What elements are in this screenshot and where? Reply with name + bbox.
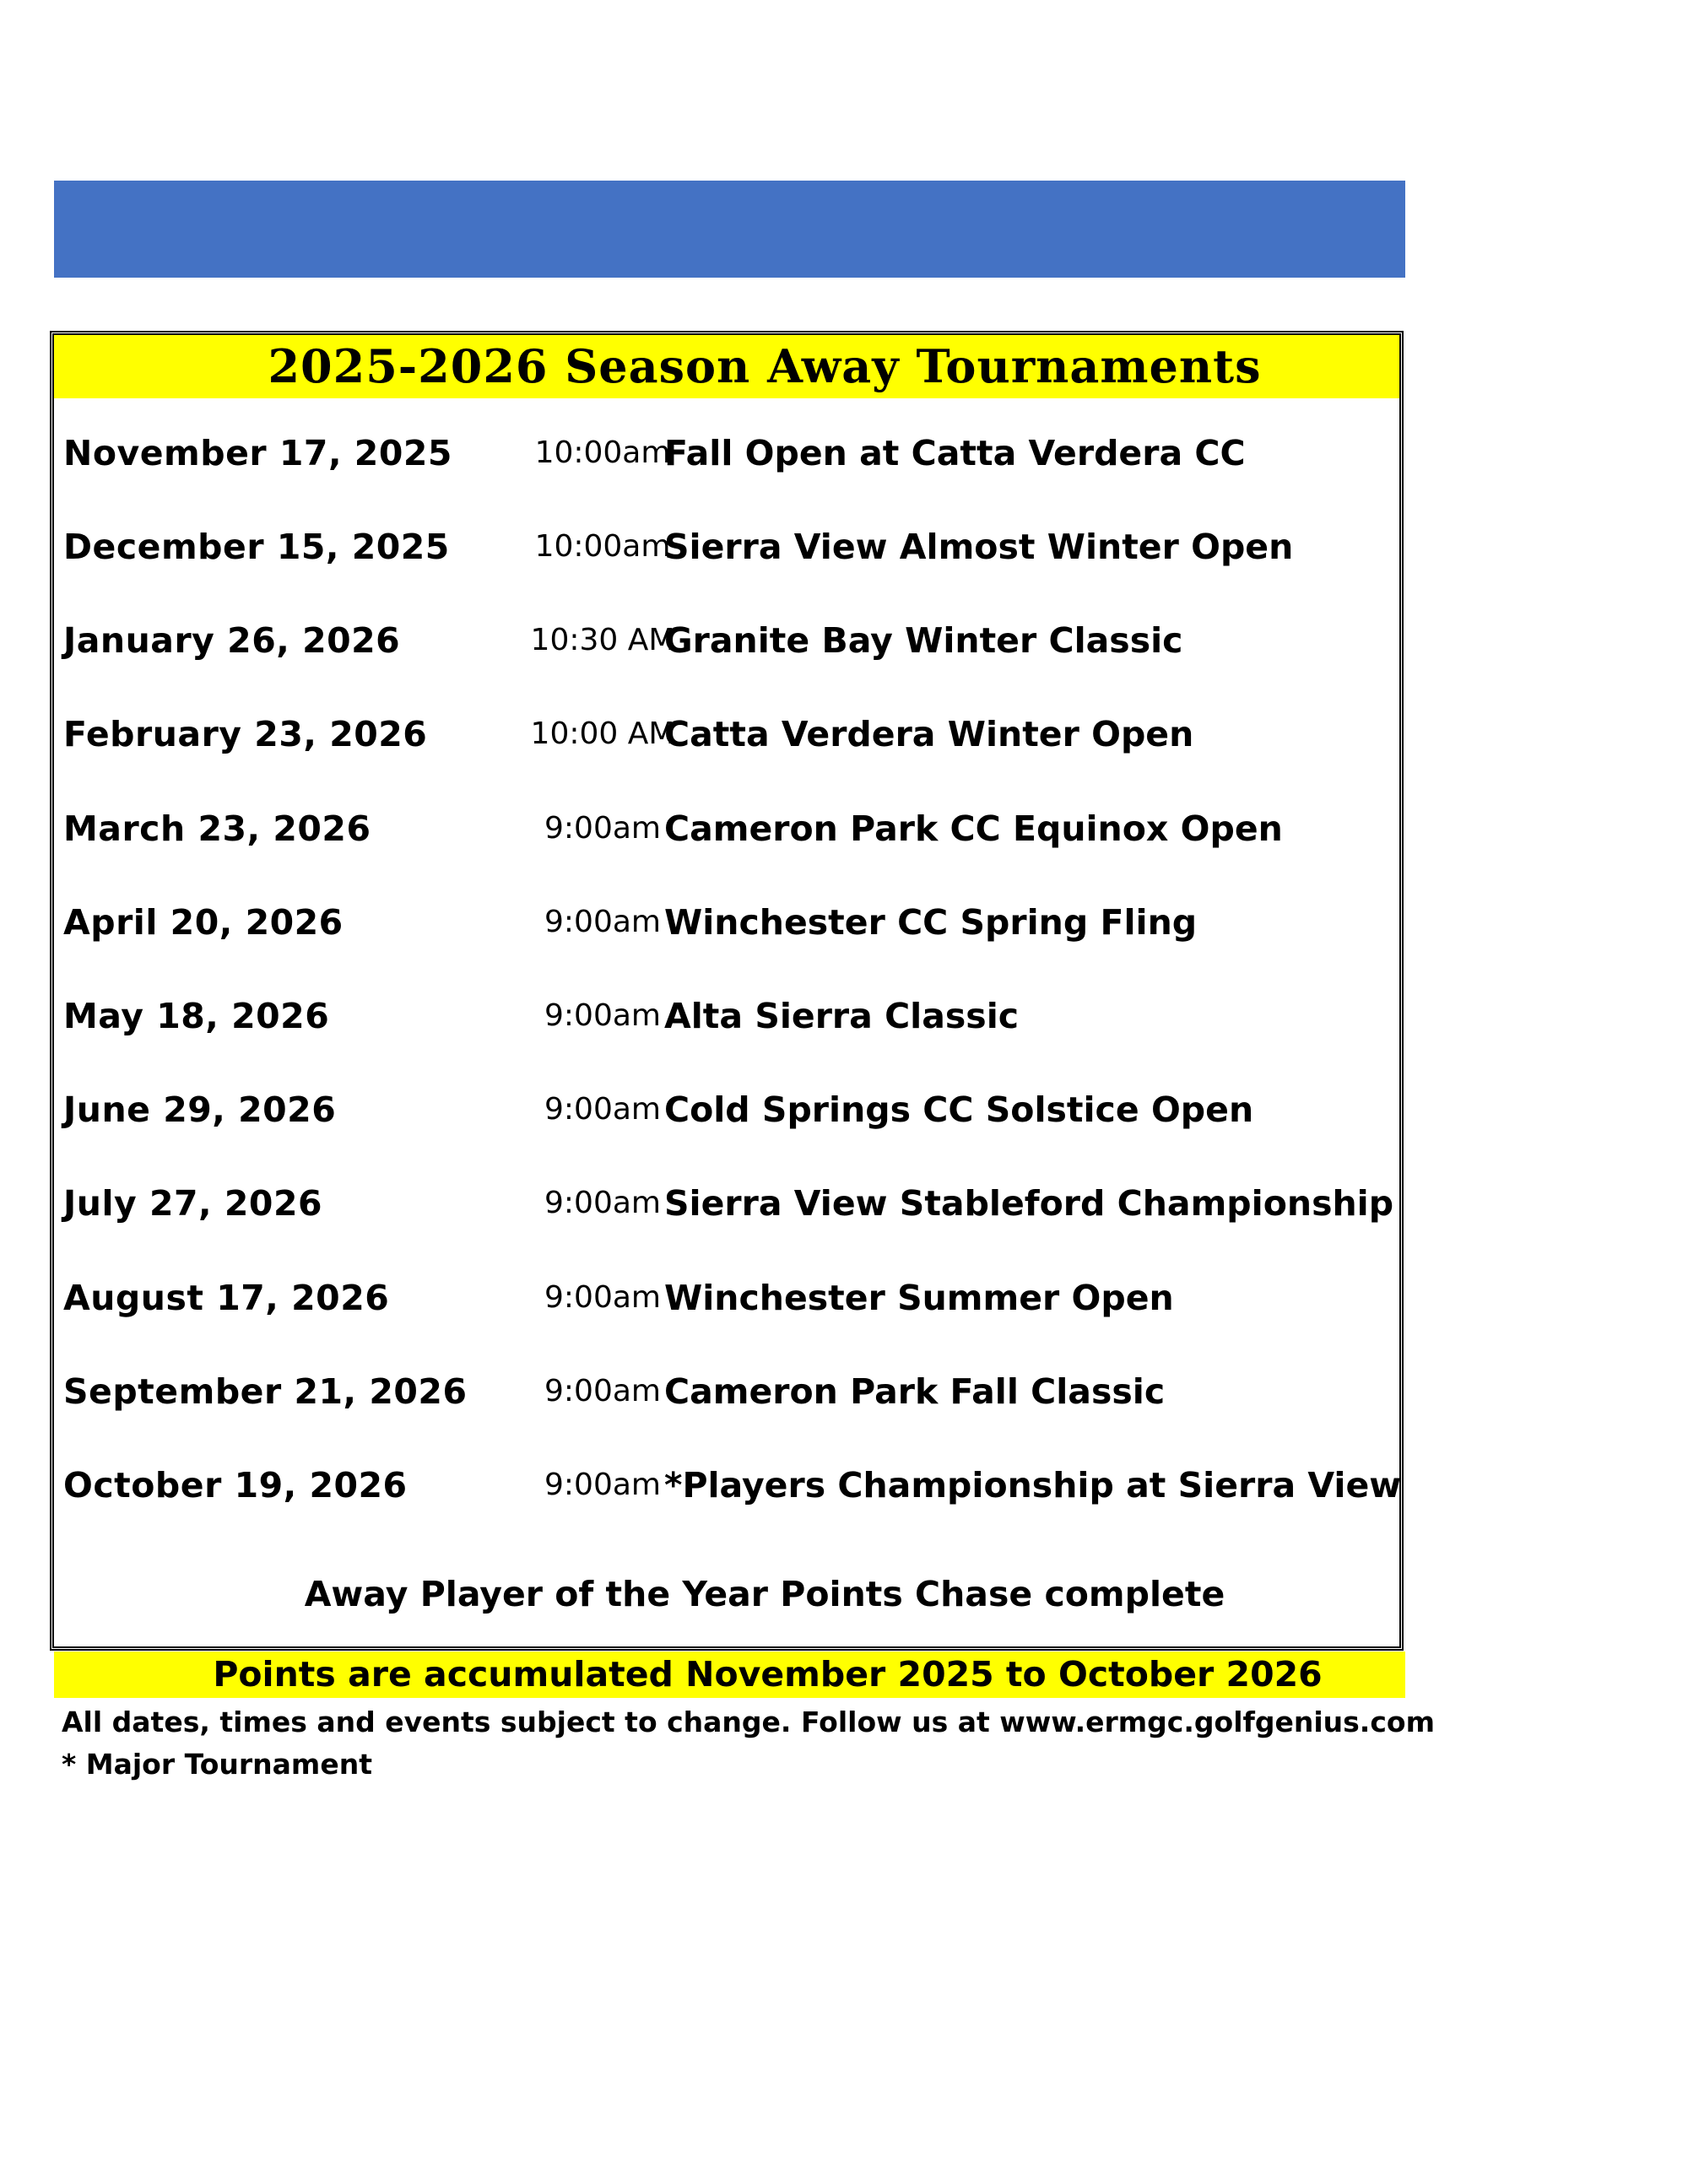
event-date: September 21, 2026 bbox=[63, 1371, 468, 1412]
event-time: 9:00am bbox=[544, 1186, 661, 1220]
event-row bbox=[54, 428, 1399, 478]
schedule-table bbox=[50, 331, 1404, 1651]
event-time: 9:00am bbox=[544, 811, 661, 846]
event-name: Winchester CC Spring Fling bbox=[664, 902, 1198, 943]
header-banner bbox=[54, 181, 1405, 278]
event-time: 10:00am bbox=[534, 435, 671, 470]
event-time: 9:00am bbox=[544, 1280, 661, 1315]
event-name: Cold Springs CC Solstice Open bbox=[664, 1089, 1254, 1130]
event-time: 9:00am bbox=[544, 905, 661, 939]
event-name: *Players Championship at Sierra View bbox=[664, 1465, 1402, 1506]
event-row bbox=[54, 897, 1399, 948]
event-time: 9:00am bbox=[544, 1468, 661, 1502]
event-date: August 17, 2026 bbox=[63, 1278, 390, 1318]
event-date: June 29, 2026 bbox=[63, 1089, 337, 1130]
event-date: April 20, 2026 bbox=[63, 902, 344, 943]
event-time: 10:30 AM bbox=[530, 623, 675, 657]
event-date: July 27, 2026 bbox=[63, 1183, 323, 1224]
event-date: January 26, 2026 bbox=[63, 620, 401, 661]
event-time: 9:00am bbox=[544, 1374, 661, 1408]
event-row bbox=[54, 803, 1399, 854]
points-note: Points are accumulated November 2025 to October 2026 bbox=[213, 1654, 1323, 1695]
event-time: 9:00am bbox=[544, 998, 661, 1033]
event-date: February 23, 2026 bbox=[63, 714, 428, 754]
event-name: Sierra View Almost Winter Open bbox=[664, 527, 1294, 567]
disclaimer-text: All dates, times and events subject to change. Follow us at www.ermgc.golfgenius.com bbox=[62, 1706, 1435, 1738]
event-row bbox=[54, 709, 1399, 760]
event-row bbox=[54, 1460, 1402, 1511]
event-date: October 19, 2026 bbox=[63, 1465, 408, 1506]
event-name: Catta Verdera Winter Open bbox=[664, 714, 1194, 754]
points-chase-note: Away Player of the Year Points Chase complete bbox=[304, 1574, 1225, 1614]
event-time: 10:00am bbox=[534, 529, 671, 564]
major-tournament-legend: * Major Tournament bbox=[62, 1748, 372, 1781]
event-name: Fall Open at Catta Verdera CC bbox=[664, 433, 1246, 473]
event-time: 10:00 AM bbox=[530, 716, 675, 751]
event-row bbox=[54, 1273, 1399, 1323]
points-banner bbox=[54, 1652, 1405, 1698]
event-name: Alta Sierra Classic bbox=[664, 996, 1020, 1036]
event-row bbox=[54, 615, 1399, 666]
event-date: May 18, 2026 bbox=[63, 996, 330, 1036]
event-row bbox=[54, 1178, 1399, 1229]
schedule-title: 2025-2026 Season Away Tournaments bbox=[268, 339, 1262, 393]
event-row bbox=[54, 991, 1399, 1041]
event-name: Winchester Summer Open bbox=[664, 1278, 1174, 1318]
event-row bbox=[54, 1084, 1399, 1135]
event-name: Granite Bay Winter Classic bbox=[664, 620, 1183, 661]
event-date: December 15, 2025 bbox=[63, 527, 450, 567]
event-date: November 17, 2025 bbox=[63, 433, 452, 473]
event-name: Cameron Park Fall Classic bbox=[664, 1371, 1166, 1412]
title-bar bbox=[54, 335, 1399, 398]
event-name: Sierra View Stableford Championship bbox=[664, 1183, 1394, 1224]
event-date: March 23, 2026 bbox=[63, 808, 371, 849]
event-row bbox=[54, 1366, 1399, 1417]
event-name: Cameron Park CC Equinox Open bbox=[664, 808, 1283, 849]
event-row bbox=[54, 522, 1399, 572]
event-time: 9:00am bbox=[544, 1092, 661, 1127]
